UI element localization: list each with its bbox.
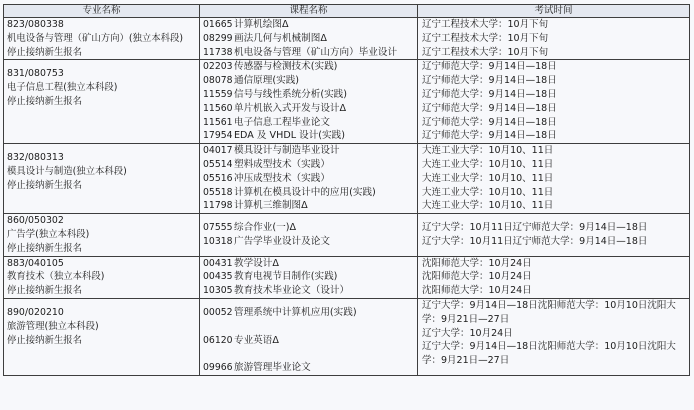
major-name: 旅游管理(独立本科段) bbox=[7, 320, 99, 332]
course-name: EDA 及 VHDL 设计(实践) bbox=[234, 130, 345, 142]
table-row bbox=[4, 60, 690, 144]
exam-time: 辽宁工程技术大学：10月下旬 bbox=[422, 46, 549, 58]
course-cell bbox=[200, 214, 418, 256]
course-name: 计算机三维制图Δ bbox=[234, 200, 308, 212]
major-status: 停止接纳新生报名 bbox=[7, 95, 83, 107]
table-row bbox=[4, 18, 690, 60]
course-code: 02203 bbox=[203, 61, 233, 73]
time-cell bbox=[418, 214, 690, 256]
course-name: 单片机嵌入式开发与设计Δ bbox=[234, 102, 347, 114]
major-name: 电子信息工程(独立本科段) bbox=[7, 82, 118, 94]
exam-time: 辽宁工程技术大学：10月下旬 bbox=[422, 19, 549, 30]
course-name: 教育电视节目制作(实践) bbox=[234, 271, 338, 283]
header-time: 考试时间 bbox=[418, 5, 690, 18]
course-name: 信号与线性系统分析(实践) bbox=[234, 88, 348, 100]
course-item bbox=[200, 334, 417, 348]
major-cell bbox=[4, 214, 200, 256]
course-code: 00431 bbox=[203, 257, 233, 269]
course-name: 通信原理(实践) bbox=[234, 75, 300, 87]
course-cell bbox=[200, 256, 418, 298]
course-item bbox=[200, 235, 417, 249]
exam-time: 辽宁师范大学：9月14日—18日 bbox=[422, 116, 557, 128]
exam-time: 辽宁师范大学：9月14日—18日 bbox=[422, 61, 557, 73]
course-code: 11561 bbox=[203, 116, 233, 128]
exam-time: 大连工业大学：10月10、11日 bbox=[422, 172, 554, 184]
course-name: 综合作业(一)Δ bbox=[234, 222, 297, 234]
major-code: 883/040105 bbox=[7, 257, 64, 269]
course-cell bbox=[200, 60, 418, 144]
course-item bbox=[200, 60, 417, 74]
header-row bbox=[4, 5, 690, 18]
exam-time: 沈阳师范大学：10月24日 bbox=[422, 257, 532, 269]
course-code: 11798 bbox=[203, 200, 233, 212]
exam-time: 辽宁大学：10月11日辽宁师范大学：9月14日—18日 bbox=[422, 222, 648, 234]
course-item bbox=[200, 116, 417, 130]
course-name: 专业英语Δ bbox=[234, 334, 279, 346]
course-name: 模具设计与制造毕业设计 bbox=[234, 145, 340, 157]
course-name: 画法几何与机械制图Δ bbox=[234, 32, 327, 44]
exam-schedule-table bbox=[3, 4, 690, 376]
major-name: 广告学(独立本科段) bbox=[7, 228, 90, 240]
course-item bbox=[200, 199, 417, 213]
major-name: 模具设计与制造(独立本科段) bbox=[7, 165, 127, 177]
course-item bbox=[200, 284, 417, 298]
time-cell bbox=[418, 298, 690, 375]
course-name: 计算机绘图Δ bbox=[234, 19, 289, 30]
course-item bbox=[200, 129, 417, 143]
course-item bbox=[200, 361, 417, 375]
major-name: 教育技术（独立本科段) bbox=[7, 271, 105, 283]
course-code: 00052 bbox=[203, 306, 233, 318]
exam-time: 大连工业大学：10月10、11日 bbox=[422, 186, 554, 198]
header-major: 专业名称 bbox=[4, 5, 200, 18]
time-cell bbox=[418, 144, 690, 214]
course-item bbox=[200, 158, 417, 172]
course-item bbox=[200, 102, 417, 116]
header-course: 课程名称 bbox=[200, 5, 418, 18]
exam-time: 辽宁工程技术大学：10月下旬 bbox=[422, 32, 549, 44]
course-cell bbox=[200, 144, 418, 214]
time-cell bbox=[418, 60, 690, 144]
course-code: 04017 bbox=[203, 145, 233, 157]
table-row bbox=[4, 214, 690, 256]
course-code: 05518 bbox=[203, 186, 233, 198]
table-row bbox=[4, 256, 690, 298]
major-cell bbox=[4, 18, 200, 60]
course-name: 塑料成型技术（实践） bbox=[234, 158, 330, 170]
major-status: 停止接纳新生报名 bbox=[7, 285, 83, 297]
table-row bbox=[4, 298, 690, 375]
exam-time: 大连工业大学：10月10、11日 bbox=[422, 200, 554, 212]
major-cell bbox=[4, 60, 200, 144]
course-item bbox=[200, 18, 417, 32]
major-cell bbox=[4, 298, 200, 375]
course-item bbox=[200, 74, 417, 88]
major-code: 832/080313 bbox=[7, 152, 64, 164]
course-code: 17954 bbox=[203, 130, 233, 142]
course-cell bbox=[200, 298, 418, 375]
time-cell bbox=[418, 256, 690, 298]
time-cell bbox=[418, 18, 690, 60]
major-name: 机电设备与管理（矿山方向）(独立本科段) bbox=[7, 32, 184, 44]
exam-time: 辽宁师范大学：9月14日—18日 bbox=[422, 102, 557, 114]
major-code: 890/020210 bbox=[7, 306, 64, 318]
course-code: 01665 bbox=[203, 19, 233, 30]
course-cell bbox=[200, 18, 418, 60]
course-name: 电子信息工程毕业论文 bbox=[234, 116, 330, 128]
exam-time: 沈阳师范大学：10月24日 bbox=[422, 285, 532, 297]
course-name: 管理系统中计算机应用(实践) bbox=[234, 306, 357, 318]
course-code: 09966 bbox=[203, 362, 233, 374]
course-name: 冲压成型技术（实践） bbox=[234, 172, 330, 184]
exam-time: 辽宁大学：10月11日辽宁师范大学：9月14日—18日 bbox=[422, 235, 648, 247]
exam-time: 辽宁师范大学：9月14日—18日 bbox=[422, 88, 557, 100]
course-item bbox=[200, 306, 417, 320]
course-code: 05516 bbox=[203, 172, 233, 184]
course-code: 05514 bbox=[203, 158, 233, 170]
course-code: 08078 bbox=[203, 75, 233, 87]
exam-time: 辽宁师范大学：9月14日—18日 bbox=[422, 75, 557, 87]
course-name: 传感器与检测技术(实践) bbox=[234, 61, 338, 73]
course-code: 10305 bbox=[203, 285, 233, 297]
exam-time: 沈阳师范大学：10月24日 bbox=[422, 271, 532, 283]
course-code: 06120 bbox=[203, 334, 233, 346]
course-name: 旅游管理毕业论文 bbox=[234, 362, 311, 374]
major-status: 停止接纳新生报名 bbox=[7, 242, 83, 254]
course-code: 10318 bbox=[203, 235, 233, 247]
course-code: 00435 bbox=[203, 271, 233, 283]
major-status: 停止接纳新生报名 bbox=[7, 334, 83, 346]
course-item bbox=[200, 88, 417, 102]
course-name: 教学设计Δ bbox=[234, 257, 279, 269]
major-status: 停止接纳新生报名 bbox=[7, 179, 83, 191]
major-cell bbox=[4, 144, 200, 214]
major-code: 823/080338 bbox=[7, 19, 64, 30]
course-code: 11738 bbox=[203, 46, 233, 58]
course-item bbox=[200, 270, 417, 284]
course-code: 11559 bbox=[203, 88, 233, 100]
course-code: 07555 bbox=[203, 222, 233, 234]
exam-time: 辽宁大学：10月24日 bbox=[422, 327, 513, 339]
exam-time: 辽宁师范大学：9月14日—18日 bbox=[422, 130, 557, 142]
course-item bbox=[200, 186, 417, 200]
exam-time: 辽宁大学：9月14日—18日沈阳师范大学：10月10日沈阳大学：9月21日—27日 bbox=[422, 341, 676, 367]
exam-time: 大连工业大学：10月10、11日 bbox=[422, 158, 554, 170]
major-status: 停止接纳新生报名 bbox=[7, 46, 83, 58]
course-item bbox=[200, 257, 417, 271]
table-row bbox=[4, 144, 690, 214]
course-item bbox=[200, 32, 417, 46]
course-item bbox=[200, 172, 417, 186]
major-code: 831/080753 bbox=[7, 68, 64, 80]
course-code: 08299 bbox=[203, 32, 233, 44]
course-name: 机电设备与管理（矿山方向）毕业设计 bbox=[234, 46, 398, 58]
course-item bbox=[200, 46, 417, 60]
course-item bbox=[200, 144, 417, 158]
exam-time: 辽宁大学：9月14日—18日沈阳师范大学：10月10日沈阳大学：9月21日—27日 bbox=[422, 299, 676, 325]
course-code: 11560 bbox=[203, 102, 233, 114]
course-name: 计算机在模具设计中的应用(实践) bbox=[234, 186, 376, 198]
course-name: 广告学毕业设计及论文 bbox=[234, 235, 330, 247]
major-cell bbox=[4, 256, 200, 298]
major-code: 860/050302 bbox=[7, 215, 64, 227]
course-name: 教育技术毕业论文（设计） bbox=[234, 285, 350, 297]
course-item bbox=[200, 221, 417, 235]
exam-time: 大连工业大学：10月10、11日 bbox=[422, 145, 554, 157]
